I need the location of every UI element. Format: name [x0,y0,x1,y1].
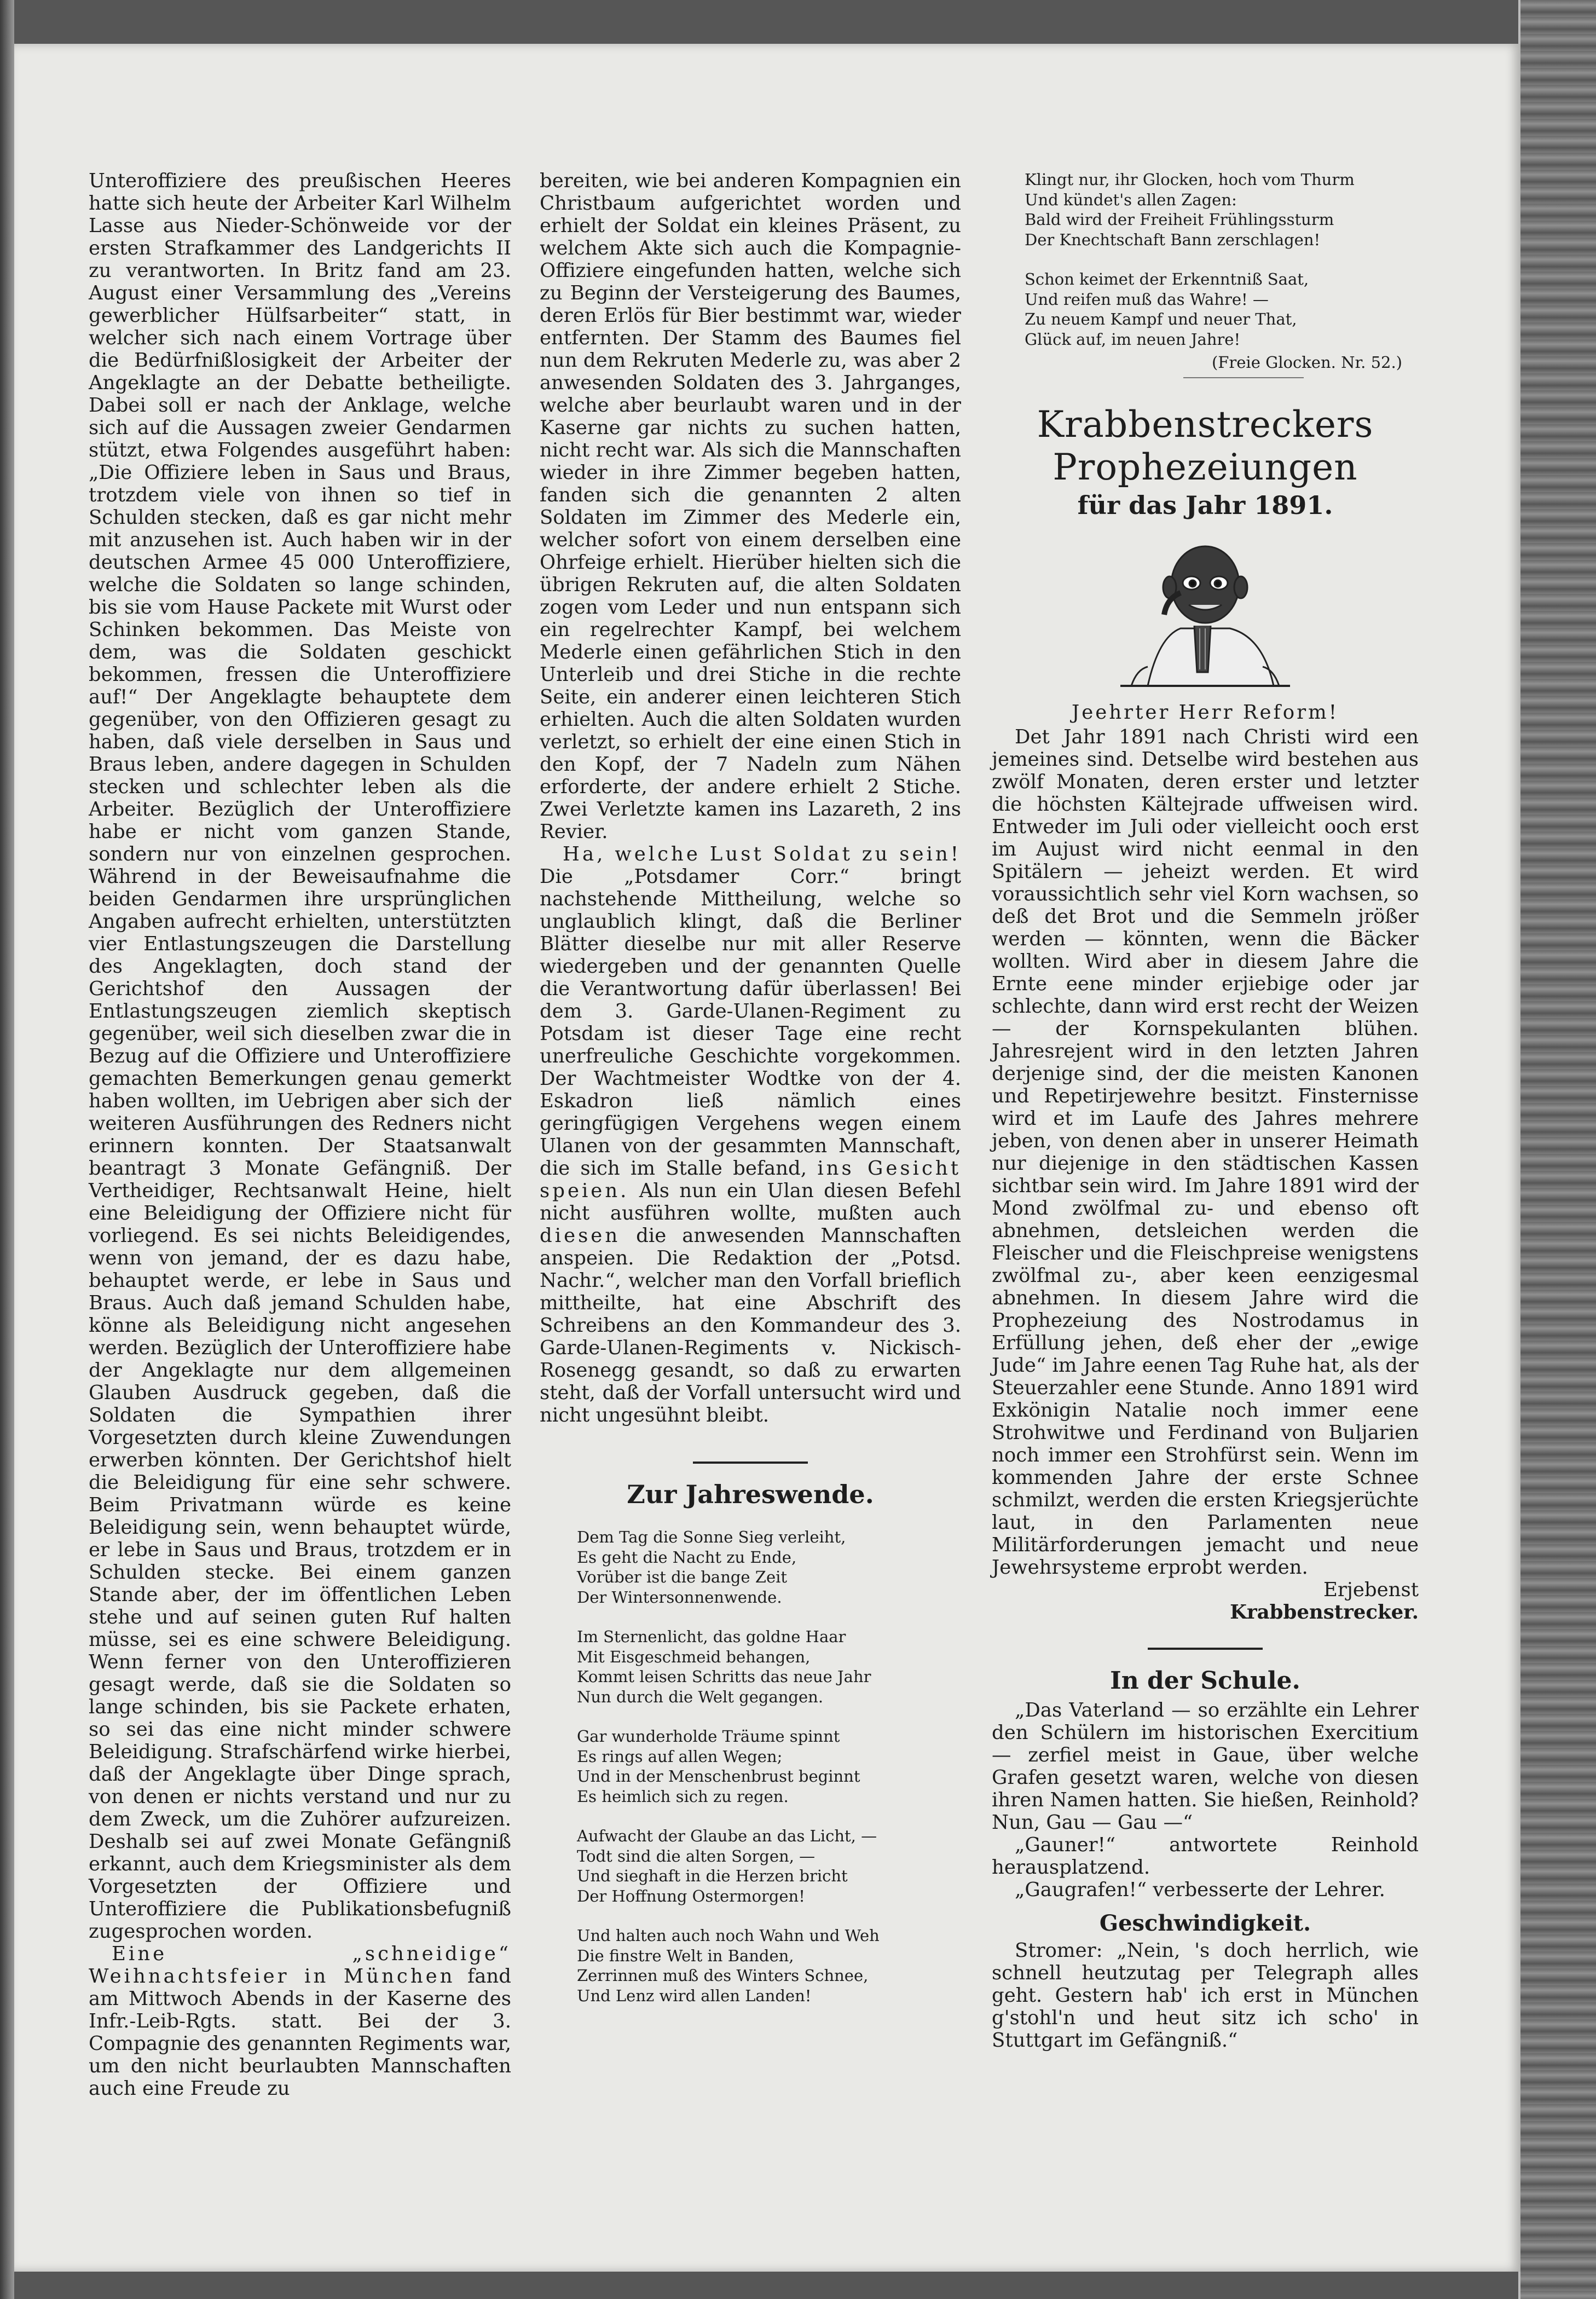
article-potsdam-text-a: Die „Potsdamer Corr.“ bringt nachstehende Mittheilung, welche so unglaublich klingt, daß die Berliner Blätter dieselbe nur mit aller Reserve wiedergeben und der genannten Quelle die Verantwortung dafür überlassen! Bei dem 3. Garde-Ulanen-Regiment zu Potsdam ist dieser Tage eine recht unerfreuliche Geschichte vorgekommen. Der Wachtmeister Wodtke von der 4. Eskadron ließ nämlich eines geringfügigen Vergehens wegen einem Ulanen von der gesammten Mannschaft, die sich im Stalle befand, [540,865,961,1180]
poem-line: Schon keimet der Erkenntniß Saat, [1025,270,1309,288]
poem-line: Und in der Menschenbrust beginnt [577,1767,860,1786]
feature-title: Krabbenstreckers Prophezeiungen [1037,403,1374,488]
article-potsdam-lead: Ha, welche Lust Soldat zu sein! [563,843,961,865]
poem-line: Mit Eisgeschmeid behangen, [577,1647,811,1666]
school-paragraph: „Gaugrafen!“ verbesserte der Lehrer. [1015,1879,1385,1901]
page-edge-left [0,0,14,2299]
poem-jahreswende [540,1527,961,2006]
newspaper-page [14,44,1520,2272]
poem-line: Todt sind die alten Sorgen, — [577,1846,816,1865]
poem-line: Der Hoffnung Ostermorgen! [577,1886,805,1905]
poem-source: (Freie Glocken. Nr. 52.) [1211,353,1402,372]
school-paragraph: „Gauner!“ antwortete Reinhold herausplatzend. [992,1834,1419,1879]
article-potsdam-emphasis-1: ins Gesicht speien. [540,1157,961,1202]
poem-line: Die finstre Welt in Banden, [577,1946,794,1965]
column-1 [89,170,511,2100]
section-divider [1148,1648,1263,1650]
poem-line: Zu neuem Kampf und neuer That, [1025,310,1297,328]
article-munich-continued: bereiten, wie bei anderen Kompagnien ein Christbaum aufgerichtet worden und erhielt der Soldat ein kleines Präsent, zu welchem Akte sich auch die Kompagnie-Offiziere eingefunden hatten, welche sich zu Beginn der Versteigerung des Baumes, deren Erlös für Bier bestimmt war, wieder entfernten. Der Stamm des Baumes fiel nun dem Rekruten Mederle zu, was aber 2 anwesenden Soldaten des 3. Jahrganges, welche aber beurlaubt waren und in der Kaserne gar nichts zu suchen hatten, nicht recht war. Als sich die Mannschaften wieder in ihre Zimmer begeben hatten, fanden sich die genannten 2 alten Soldaten im Zimmer des Mederle ein, welcher sofort von einem derselben eine Ohrfeige erhielt. Hierüber hielten sich die übrigen Rekruten auf, die alten Soldaten zogen vom Leder und nun entspann sich ein regelrechter Kampf, bei welchem Mederle einen gefährlichen Stich in den Unterleib und drei Stiche in die rechte Seite, ein anderer einen leichteren Stich erhielten. Auch die alten Soldaten wurden verletzt, so erhielt der eine einen Stich in den Kopf, der 7 Nadeln zum Nähen erforderte, der andere erhielt 2 Stiche. Zwei Verletzte kamen ins Lazareth, 2 ins Revier. [540,170,961,843]
poem-line: Und halten auch noch Wahn und Weh [577,1926,880,1945]
school-title: In der Schule. [1110,1667,1300,1695]
poem-line: Und reifen muß das Wahre! — [1025,290,1269,309]
article-potsdam-emphasis-2: diesen [540,1224,621,1247]
school-paragraph: „Das Vaterland — so erzählte ein Lehrer den Schülern im historischen Exercitium — zerfiel meist in Gaue, über welche Grafen gesetzt waren, welche von diesen ihren Namen hatten. Sie hießen, Reinhold? Nun, Gau — Gau —“ [992,1699,1419,1834]
poem-stanza [992,269,1419,349]
book-binding-edge [1518,0,1596,2299]
poem-line: Dem Tag die Sonne Sieg verleiht, [577,1528,846,1546]
article-munich-christmas [89,1943,511,2100]
poem-line: Der Wintersonnenwende. [577,1587,782,1607]
feature-subtitle: für das Jahr 1891. [1077,490,1333,520]
poem-line: Es geht die Nacht zu Ende, [577,1547,797,1567]
poem-line: Und sieghaft in die Herzen bricht [577,1867,848,1885]
poem-stanza [540,1926,961,2006]
poem-line: Glück auf, im neuen Jahre! [1025,330,1241,349]
poem-stanza [540,1527,961,1607]
speed-title: Geschwindigkeit. [1099,1910,1311,1936]
section-divider [693,1462,808,1464]
poem-line: Zerrinnen muß des Winters Schnee, [577,1966,869,1985]
poem-line: Es rings auf allen Wegen; [577,1747,783,1766]
poem-stanza [540,1726,961,1806]
poem-stanza [540,1826,961,1906]
prophecy-text: Det Jahr 1891 nach Christi wird een jemeines sind. Detselbe wird bestehen aus zwölf Monaten, deren erster und letzter die höchsten Kältejrade uffweisen wird. Entweder im Juli oder vielleicht ooch erst im Aujust wird nicht eenmal in den Spitälern — jeheizt werden. Et wird voraussichtlich sehr viel Korn wachsen, so deß det Brot und die Semmeln jrößer werden — könnten, wenn die Bäcker wollten. Wird aber in diesem Jahre die Ernte eene minder erjiebige oder jar schlechte, dann wird erst recht der Weizen — der Kornspekulanten blühen. Jahresrejent wird in den letzten Jahren derjenige sind, der die meisten Kanonen und Repetirjewehre besitzt. Finsternisse wird et im Laufe des Jahres mehrere jeben, von denen aber in unserer Heimath nur diejenige in den städtischen Kassen sichtbar sein wird. Im Jahre 1891 wird der Mond zwölfmal zu- und ebenso oft abnehmen, detsleichen werden die Fleischer und die Fleischpreise wenigstens zwölfmal zu-, aber keen eenzigesmal abnehmen. In diesem Jahre wird die Prophezeiung des Nostrodamus in Erfüllung jehen, deß eher der „ewige Jude“ im Jahre eenen Tag Ruhe hat, als der Steuerzahler eene Stunde. Anno 1891 wird Exkönigin Natalie noch immer eene Strohwitwe und Ferdinand von Buljarien noch immer een Strohfürst sein. Wenn im kommenden Jahre der erste Schnee schmilzt, werden die ersten Kriegsjerüchte laut, in den Parlamenten neue Militärforderungen jemacht und neue Jewehrsysteme erprobt werden. [992,726,1419,1579]
ornamental-rule [1183,377,1304,378]
poem-line: Und Lenz wird allen Landen! [577,1986,812,2005]
poem-line: Gar wunderholde Träume spinnt [577,1727,840,1746]
poem-stanza [992,170,1419,250]
column-3 [992,170,1419,2052]
letter-greeting: Jeehrter Herr Reform! [1072,701,1339,724]
article-potsdam [540,843,961,1426]
caricature-illustration [1098,533,1312,690]
poem-line: Kommt leisen Schritts das neue Jahr [577,1667,871,1686]
poem-line: Der Knechtschaft Bann zerschlagen! [1025,230,1321,249]
article-court-case: Unteroffiziere des preußischen Heeres hatte sich heute der Arbeiter Karl Wilhelm Lasse aus Nieder-Schönweide vor der ersten Strafkammer des Landgerichts II zu verantworten. In Britz fand am 23. August einer Versammlung des „Vereins gewerblicher Hülfsarbeiter“ statt, in welcher sich nach einem Vortrage über die Bedürfnißlosigkeit der Arbeiter der Angeklagte an der Debatte betheiligte. Dabei soll er nach der Anklage, welche sich auf die Aussagen zweier Gendarmen stützt, etwa Folgendes ausgeführt haben: „Die Offiziere leben in Saus und Braus, trotzdem viele von ihnen so tief in Schulden stecken, daß es gar nicht mehr mit anzusehen ist. Auch haben wir in der deutschen Armee 45 000 Unteroffiziere, welche die Soldaten so lange schinden, bis sie vom Hause Packete mit Wurst oder Schinken bekommen. Das Meiste von dem, was die Soldaten geschickt bekommen, fressen die Unteroffiziere auf!“ Der Angeklagte behauptete dem gegenüber, von den Offizieren gesagt zu haben, daß viele derselben in Saus und Braus leben, andere dagegen in Schulden stecken und schlechter leben als die Arbeiter. Bezüglich der Unteroffiziere habe er nicht vom ganzen Stande, sondern nur von einzelnen gesprochen. Während in der Beweisaufnahme die beiden Gendarmen ihre ursprünglichen Angaben aufrecht erhielten, unterstützten vier Entlastungszeugen die Darstellung des Angeklagten, doch stand der Gerichtshof den Aussagen der Entlastungszeugen ziemlich skeptisch gegenüber, weil sich dieselben zwar die in Bezug auf die Offiziere und Unteroffiziere gemachten Bemerkungen genau gemerkt haben wollten, im Uebrigen aber sich der weiteren Ausführungen des Redners nicht erinnern konnten. Der Staatsanwalt beantragt 3 Monate Gefängniß. Der Vertheidiger, Rechtsanwalt Heine, hielt eine Beleidigung der Offiziere nicht für vorliegend. Es sei nichts Beleidigendes, wenn von jemand, der es dazu habe, behauptet werde, er lebe in Saus und Braus. Auch daß jemand Schulden habe, könne als Beleidigung nicht angesehen werden. Bezüglich der Unteroffiziere habe der Angeklagte nur dem allgemeinen Glauben Ausdruck gegeben, daß die Soldaten die Sympathien ihrer Vorgesetzten durch kleine Zuwendungen erwerben könnten. Der Gerichtshof hielt die Beleidigung für eine sehr schwere. Beim Privatmann würde es keine Beleidigung sein, wenn behauptet würde, er lebe in Saus und Braus, trotzdem er in Schulden stecke. Bei einem ganzen Stande aber, der im öffentlichen Leben stehe und auf seinen guten Ruf halten müsse, sei es eine schwere Beleidigung. Wenn ferner von den Unteroffizieren gesagt werde, daß sie die Soldaten so lange schinden, bis sie Packete erhaten, so sei das eine nicht minder schwere Beleidigung. Strafschärfend wirke hierbei, daß der Angeklagte über Dinge sprach, von denen er nichts verstand und nur zu dem Zweck, um die Zuhörer aufzureizen. Deshalb sei auf zwei Monate Gefängniß erkannt, auch dem Kriegsminister als dem Vorgesetzten der Offiziere und Unteroffiziere die Publikationsbefugniß zugesprochen worden. [89,170,511,1943]
column-2 [540,170,961,2006]
poem-line: Aufwacht der Glaube an das Licht, — [577,1827,877,1845]
poem-line: Und kündet's allen Zagen: [1025,190,1237,209]
poem-line: Vorüber ist die bange Zeit [577,1568,788,1586]
poem-title: Zur Jahreswende. [627,1480,874,1509]
article-potsdam-text-c: die anwesenden Mannschaften anspeien. Die Redaktion der „Potsd. Nachr.“, welcher man den Vorfall brieflich mittheilte, hat eine Abschrift des Schreibens an den Kommandeur des 3. Garde-Ulanen-Regiments v. Nickisch-Rosenegg gesandt, so daß zu erwarten steht, daß der Vorfall untersucht wird und nicht ungesühnt bleibt. [540,1224,961,1426]
poem-stanza [540,1627,961,1707]
speed-paragraph: Stromer: „Nein, 's doch herrlich, wie schnell heutzutag per Telegraph alles geht. Gestern hab' ich erst in München g'stohl'n und heut sitz ich scho' in Stuttgart im Gefängniß.“ [992,1939,1419,2052]
article-potsdam-text-b: Als nun ein Ulan diesen Befehl nicht ausführen wollte, mußten auch [540,1180,961,1224]
article-munich-text: fand am Mittwoch Abends in der Kaserne des Infr.-Leib-Rgts. statt. Bei der 3. Compagnie des genannten Regiments war, um den nicht beurlaubten Mannschaften auch eine Freude zu [89,1965,511,2100]
poem-line: Es heimlich sich zu regen. [577,1787,789,1806]
poem-line: Nun durch die Welt gegangen. [577,1687,824,1706]
poem-line: Bald wird der Freiheit Frühlingssturm [1025,210,1334,229]
article-munich-lead: Eine „schneidige“ Weihnachtsfeier in München [89,1943,511,1988]
poem-line: Klingt nur, ihr Glocken, hoch vom Thurm [1025,170,1355,189]
letter-signature: Krabbenstrecker. [1230,1601,1419,1624]
poem-line: Im Sternenlicht, das goldne Haar [577,1627,846,1646]
letter-signoff: Erjebenst [1323,1579,1419,1601]
